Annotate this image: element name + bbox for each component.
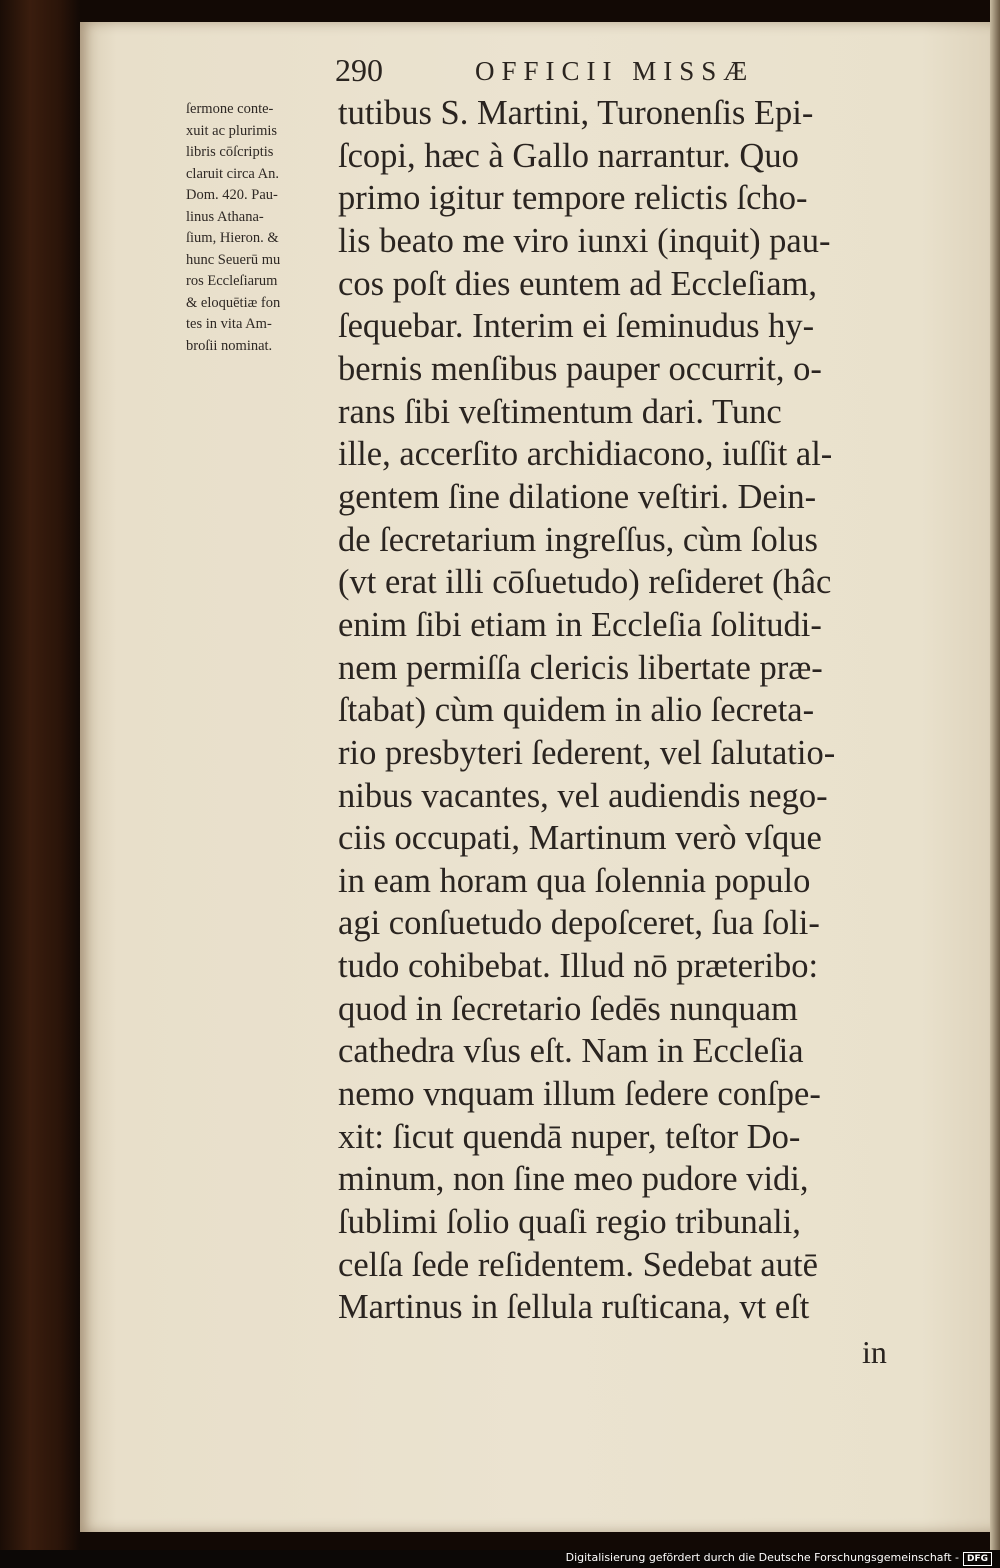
digitization-credit (566, 1551, 992, 1566)
text-line: bernis menſibus pauper occurrit, o- (338, 349, 822, 388)
text-line: ſcopi, hæc à Gallo narrantur. Quo (338, 136, 799, 175)
marginal-note-line: libris cōſcriptis (186, 144, 274, 160)
text-line: ſtabat) cùm quidem in alio ſecreta- (338, 691, 815, 730)
running-title: OFFICII MISSÆ (475, 56, 755, 86)
marginal-note-line: claruit circa An. (186, 165, 279, 182)
text-line: primo igitur tempore relictis ſcho- (338, 179, 808, 218)
text-line: in eam horam qua ſolennia populo (338, 861, 811, 900)
marginal-note-line: ſium, Hieron. & (186, 230, 279, 246)
text-line: de ſecretarium ingreſſus, cùm ſolus (338, 520, 818, 559)
text-line: gentem ſine dilatione veſtiri. Dein- (338, 477, 817, 516)
page-number: 290 (335, 52, 383, 88)
text-line: rio presbyteri ſederent, vel ſalutatio- (338, 733, 836, 772)
text-line: enim ſibi etiam in Eccleſia ſolitudi- (338, 605, 822, 644)
text-line: ciis occupati, Martinum verò vſque (338, 819, 822, 858)
text-line: nemo vnquam illum ſedere conſpe- (338, 1075, 821, 1114)
marginal-note-line: hunc Seuerū mu (186, 251, 281, 268)
marginal-note-line: linus Athana- (186, 208, 264, 225)
text-line: (vt erat illi cōſuetudo) reſideret (hâc (338, 563, 832, 602)
credit-text: Digitalisierung gefördert durch die Deutsche Forschungsgemeinschaft - (565, 1551, 959, 1564)
text-line: cos poſt dies euntem ad Eccleſiam, (338, 264, 818, 303)
marginal-note-line: ſermone conte- (186, 101, 274, 117)
marginal-note-line: Dom. 420. Pau- (186, 187, 278, 203)
dfg-logo: DFG (963, 1552, 992, 1566)
text-line: quod in ſecretario ſedēs nunquam (338, 989, 798, 1028)
marginal-note-line: broſii nominat. (186, 337, 273, 354)
text-line: nibus vacantes, vel audiendis nego- (338, 776, 828, 815)
text-line: tutibus S. Martini, Turonenſis Epi- (338, 94, 814, 132)
text-line: minum, non ſine meo pudore vidi, (338, 1160, 809, 1199)
marginal-note-line: & eloquētiæ fon (186, 294, 281, 311)
text-line: tudo cohibebat. Illud nō præteribo: (338, 947, 819, 986)
marginal-note-line: ros Eccleſiarum (186, 273, 278, 289)
text-line: xit: ſicut quendā nuper, teſtor Do- (338, 1117, 801, 1156)
text-line: rans ſibi veſtimentum dari. Tunc (338, 392, 782, 431)
marginal-note-line: xuit ac plurimis (186, 122, 278, 139)
page-header (335, 52, 895, 92)
text-line: nem permiſſa clericis libertate præ- (338, 648, 823, 687)
text-line: agi conſuetudo depoſceret, ſua ſoli- (338, 904, 820, 943)
body-text (338, 92, 898, 1329)
page-right-edge (990, 0, 1000, 1550)
text-line: cathedra vſus eſt. Nam in Eccleſia (338, 1032, 804, 1071)
text-line: ſequebar. Interim ei ſeminudus hy- (338, 307, 815, 346)
text-line: ſublimi ſolio quaſi regio tribunali, (338, 1203, 801, 1242)
text-line: lis beato me viro iunxi (inquit) pau- (338, 221, 831, 260)
text-line: celſa ſede reſidentem. Sedebat autē (338, 1245, 818, 1284)
text-line: Martinus in ſellula ruſticana, vt eſt (338, 1288, 810, 1327)
marginal-note (186, 99, 338, 357)
catchword: in (862, 1334, 887, 1370)
text-line: ille, accerſito archidiacono, iuſſit al- (338, 435, 833, 474)
marginal-note-line: tes in vita Am- (186, 316, 272, 332)
